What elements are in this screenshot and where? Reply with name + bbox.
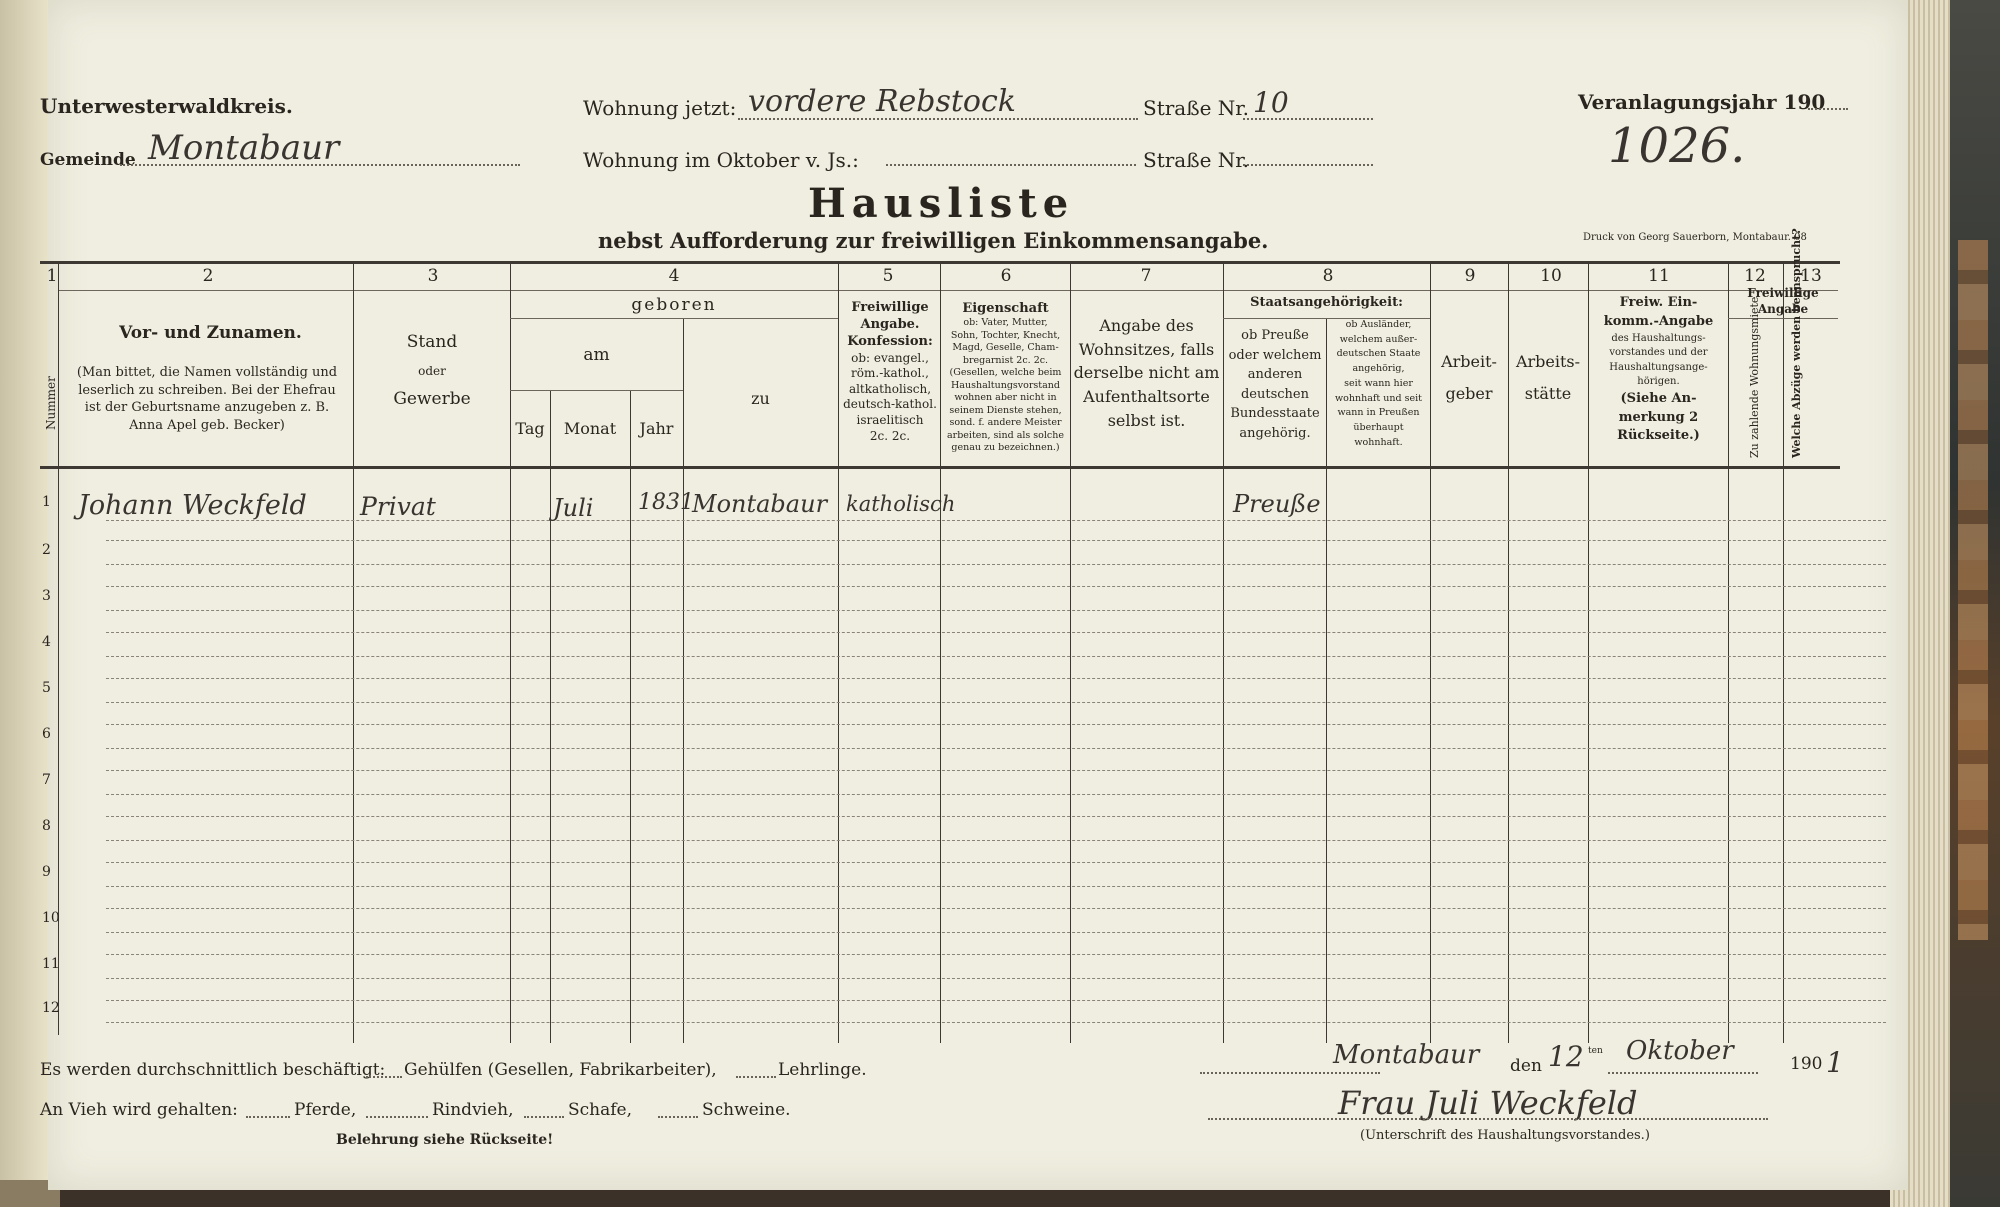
col-num-9: 9 <box>1464 266 1476 286</box>
col11-line: Rückseite.) <box>1617 428 1700 444</box>
pigs-label: Schweine. <box>702 1100 791 1120</box>
row-rule <box>106 678 1886 679</box>
row-rule <box>106 586 1886 587</box>
col8-title: Staatsangehörigkeit: <box>1250 295 1403 310</box>
signature: Frau Juli Weckfeld <box>1338 1084 1638 1122</box>
col-line-tag <box>550 390 551 1043</box>
row-number: 11 <box>42 956 60 972</box>
col3-line: oder <box>418 364 446 378</box>
row-rule <box>106 816 1886 817</box>
sheep-label: Schafe, <box>568 1100 633 1120</box>
col8b-line: wann in Preußen <box>1337 407 1420 419</box>
col-num-2: 2 <box>202 266 214 286</box>
entry-confession: katholisch <box>846 492 956 516</box>
col-num-5: 5 <box>882 266 894 286</box>
col9-line: Arbeit- <box>1441 352 1497 371</box>
row-number: 7 <box>42 772 51 788</box>
col5-header <box>840 300 940 444</box>
district-label: Unterwesterwaldkreis. <box>40 94 293 118</box>
entry-name: Johann Weckfeld <box>78 490 307 521</box>
row-number: 8 <box>42 818 51 834</box>
geboren-rule <box>510 318 838 319</box>
col12-13-title-line: Freiwillige <box>1747 286 1819 300</box>
col11-header <box>1589 294 1728 446</box>
col5-line: deutsch-kathol. <box>843 397 937 412</box>
col-num-6: 6 <box>1000 266 1012 286</box>
sheet-number: 1026. <box>1608 118 1746 174</box>
freiwillige-rule <box>1728 318 1838 319</box>
col11-line: merkung 2 <box>1618 409 1699 425</box>
col7-line: Aufenthaltsorte <box>1083 387 1210 407</box>
municipality-value: Montabaur <box>148 128 340 168</box>
row-number: 10 <box>42 910 60 926</box>
col8b-line: deutschen Staate <box>1336 348 1421 360</box>
row-rule <box>106 702 1886 703</box>
col10-line: Arbeits- <box>1515 352 1581 371</box>
printer-imprint: Druck von Georg Sauerborn, Montabaur. 08 <box>1583 232 1807 243</box>
row-rule <box>106 632 1886 633</box>
col2-note-line: (Man bittet, die Namen vollständig und <box>76 365 338 380</box>
col-num-10: 10 <box>1540 266 1562 286</box>
livestock-prefix: An Vieh wird gehalten: <box>40 1100 238 1120</box>
col12-13-title <box>1728 286 1838 317</box>
book-binding <box>1950 0 2000 1207</box>
col2-note-line: ist der Geburtsname anzugeben z. B. <box>84 400 330 416</box>
signed-place: Montabaur <box>1333 1040 1480 1070</box>
row-number: 6 <box>42 726 51 742</box>
col4-monat: Monat <box>563 419 617 438</box>
col6-line: ob: Vater, Mutter, <box>963 317 1048 329</box>
col3-header <box>354 334 510 408</box>
signature-dotted-line <box>1208 1118 1768 1120</box>
cattle-dotted-line <box>366 1116 428 1118</box>
col11-line: des Haushaltungs- <box>1611 332 1706 344</box>
row-number: 1 <box>42 494 51 510</box>
residence-now-dotted-line <box>738 118 1138 120</box>
col-num-13: 13 <box>1800 266 1822 286</box>
col5-line: ob: evangel., <box>851 350 929 365</box>
row-rule <box>106 1000 1886 1001</box>
row-number: 4 <box>42 634 51 650</box>
col6-line: Magd, Geselle, Cham- <box>952 342 1059 354</box>
col-num-4: 4 <box>668 266 680 286</box>
col-num-8: 8 <box>1322 266 1334 286</box>
am-rule <box>510 390 683 391</box>
col4-geboren: geboren <box>631 295 717 315</box>
residence-now-value: vordere Rebstock <box>748 84 1016 119</box>
col-num-3: 3 <box>427 266 439 286</box>
form-page <box>40 0 1908 1190</box>
apprentices-label: Lehrlinge. <box>778 1060 867 1080</box>
horses-label: Pferde, <box>294 1100 357 1120</box>
col2-note-line: leserlich zu schreiben. Bei der Ehefrau <box>78 382 336 398</box>
col9-header <box>1430 346 1508 410</box>
entry-occupation: Privat <box>360 492 436 521</box>
col-num-7: 7 <box>1140 266 1152 286</box>
street-number-dotted-line <box>1243 118 1373 120</box>
sheep-dotted-line <box>524 1116 564 1118</box>
col-line-12 <box>1783 263 1784 1043</box>
row-rule <box>106 748 1886 749</box>
row-rule <box>106 656 1886 657</box>
form-subtitle: nebst Aufforderung zur freiwilligen Einkommensangabe. <box>598 228 1269 253</box>
row-number: 2 <box>42 542 51 558</box>
horses-dotted-line <box>246 1116 290 1118</box>
col12-header: Zu zahlende Wohnungsmiete <box>1748 296 1761 458</box>
signed-month: Oktober <box>1626 1036 1734 1066</box>
col8b-line: wohnhaft. <box>1354 436 1403 448</box>
col5-line: altkatholisch, <box>848 381 932 396</box>
assessment-year-dotted-line <box>1808 108 1848 110</box>
col4-tag: Tag <box>515 419 545 438</box>
col8b-line: angehörig, <box>1352 363 1405 375</box>
col6-line: arbeiten, sind als solche <box>947 429 1064 441</box>
col6-line: sond. f. andere Meister <box>949 417 1062 429</box>
col11-line: hörigen. <box>1637 376 1680 388</box>
col8a-line: Bundesstaate <box>1230 406 1320 421</box>
col2-note-line: Anna Apel geb. Becker) <box>129 417 285 433</box>
col7-line: Wohnsitzes, falls <box>1078 339 1215 359</box>
col5-line: röm.-kathol., <box>851 366 929 381</box>
col6-line: Sohn, Tochter, Knecht, <box>950 329 1061 341</box>
col8a-header <box>1224 326 1326 443</box>
row-rule <box>106 724 1886 725</box>
helpers-dotted-line <box>366 1076 402 1078</box>
row-rule <box>106 770 1886 771</box>
col8b-header <box>1327 318 1430 450</box>
row-rule <box>106 564 1886 565</box>
col4-am: am <box>583 345 610 365</box>
col6-line: genau zu bezeichnen.) <box>951 442 1060 454</box>
place-dotted-line <box>1200 1072 1380 1074</box>
col7-line: derselbe nicht am <box>1073 363 1220 383</box>
row-rule <box>106 932 1886 933</box>
helpers-label: Gehülfen (Gesellen, Fabrikarbeiter), <box>404 1060 717 1080</box>
row-number: 3 <box>42 588 51 604</box>
row-rule <box>106 794 1886 795</box>
street-number-2-dotted-line <box>1243 164 1373 166</box>
col-num-1: 1 <box>46 266 58 286</box>
row-rule <box>106 954 1886 955</box>
row-rule <box>106 886 1886 887</box>
row-rule <box>106 610 1886 611</box>
col8b-line: welchem außer- <box>1339 333 1418 345</box>
col5-line: Angabe. <box>860 316 920 332</box>
col-line-11 <box>1728 263 1729 1043</box>
residence-now-label: Wohnung jetzt: <box>583 96 737 120</box>
signed-day-suffix: ten <box>1588 1046 1603 1056</box>
entry-birth-year: 1831 <box>638 490 694 515</box>
col8a-line: angehörig. <box>1239 425 1311 441</box>
col-line-monat <box>630 390 631 1043</box>
assessment-year-label: Veranlagungsjahr 190 <box>1578 90 1826 114</box>
row-number: 9 <box>42 864 51 880</box>
col-line-jahr <box>683 318 684 1043</box>
col8b-line: wohnhaft und seit <box>1335 392 1422 404</box>
col4-jahr: Jahr <box>639 419 674 438</box>
col13-header: Welche Abzüge werden beansprucht? <box>1790 228 1803 458</box>
row-rule <box>106 1022 1886 1023</box>
apprentices-dotted-line <box>736 1076 776 1078</box>
col9-line: geber <box>1445 384 1493 403</box>
col-line-3 <box>510 263 511 1043</box>
street-label: Straße Nr. <box>1143 96 1249 120</box>
col-line-4 <box>838 263 839 1043</box>
col8b-line: seit wann hier <box>1344 377 1413 389</box>
row-rule <box>106 540 1886 541</box>
col10-header <box>1508 346 1588 410</box>
entry-nationality: Preuße <box>1233 490 1321 518</box>
col11-line: vorstandes und der <box>1609 347 1708 359</box>
municipality-label: Gemeinde <box>40 150 136 170</box>
col6-line: wohnen aber nicht in <box>954 392 1057 404</box>
row-number: 12 <box>42 1000 60 1016</box>
col11-line: komm.-Angabe <box>1603 313 1714 329</box>
col2-note <box>62 364 352 434</box>
col2-title: Vor- und Zunamen. <box>119 323 302 343</box>
col8a-line: oder welchem <box>1228 347 1322 363</box>
col6-line: seinem Dienste stehen, <box>949 404 1062 416</box>
row-rule <box>106 978 1886 979</box>
col8b-line: überhaupt <box>1353 422 1404 434</box>
municipality-dotted-line <box>120 164 520 166</box>
col-num-11: 11 <box>1648 266 1670 286</box>
row-rule <box>106 840 1886 841</box>
instruction-note: Belehrung siehe Rückseite! <box>336 1132 554 1148</box>
street-label-2: Straße Nr. <box>1143 148 1249 172</box>
col3-line: Gewerbe <box>393 389 471 409</box>
col7-line: Angabe des <box>1099 316 1194 335</box>
row-number: 5 <box>42 680 51 696</box>
pigs-dotted-line <box>658 1116 698 1118</box>
col5-line: 2c. 2c. <box>869 428 911 443</box>
row-rule <box>106 908 1886 909</box>
signature-caption: (Unterschrift des Haushaltungsvorstandes.) <box>1360 1128 1650 1143</box>
col8a-line: deutschen <box>1240 386 1309 402</box>
col6-line: bregarnist 2c. 2c. <box>962 354 1049 366</box>
entry-birth-month: Juli <box>553 494 594 522</box>
signed-year-digit: 1 <box>1826 1046 1844 1079</box>
col11-line: (Siehe An- <box>1620 390 1697 406</box>
col6-line: Haushaltungsvorstand <box>951 379 1060 391</box>
col3-line: Stand <box>406 332 458 352</box>
cattle-label: Rindvieh, <box>432 1100 514 1120</box>
col11-line: Freiw. Ein- <box>1619 295 1698 310</box>
col4-zu: zu <box>751 389 770 408</box>
residence-october-label: Wohnung im Oktober v. Js.: <box>583 148 859 172</box>
col8a-line: ob Preuße <box>1241 328 1309 343</box>
col12-13-title-line: Angabe <box>1757 301 1809 316</box>
row-rule <box>106 862 1886 863</box>
col8a-line: anderen <box>1247 367 1303 382</box>
signed-year-prefix: 190 <box>1790 1054 1823 1074</box>
form-title: Hausliste <box>808 180 1075 227</box>
column-number-rule <box>58 290 1838 291</box>
entry-birth-place: Montabaur <box>692 490 828 518</box>
col7-header <box>1070 314 1223 432</box>
month-dotted-line <box>1608 1072 1758 1074</box>
col-num-12: 12 <box>1744 266 1766 286</box>
den-label: den <box>1510 1056 1542 1076</box>
col8b-line: ob Ausländer, <box>1345 319 1412 330</box>
street-number-value: 10 <box>1253 86 1289 119</box>
col10-line: stätte <box>1524 384 1572 403</box>
col6-line: Eigenschaft <box>962 301 1049 316</box>
col11-line: Haushaltungsange- <box>1609 361 1708 373</box>
col1-header: Nummer <box>44 376 58 430</box>
col6-header <box>941 300 1070 455</box>
employed-prefix: Es werden durchschnittlich beschäftigt: <box>40 1060 386 1080</box>
col7-line: selbst ist. <box>1107 410 1186 430</box>
col5-line: Konfession: <box>847 333 933 349</box>
residence-october-dotted-line <box>886 164 1136 166</box>
col5-line: israelitisch <box>856 413 924 428</box>
col6-line: (Gesellen, welche beim <box>949 367 1062 379</box>
signed-day: 12 <box>1548 1040 1584 1073</box>
col5-line: Freiwillige <box>851 300 929 315</box>
